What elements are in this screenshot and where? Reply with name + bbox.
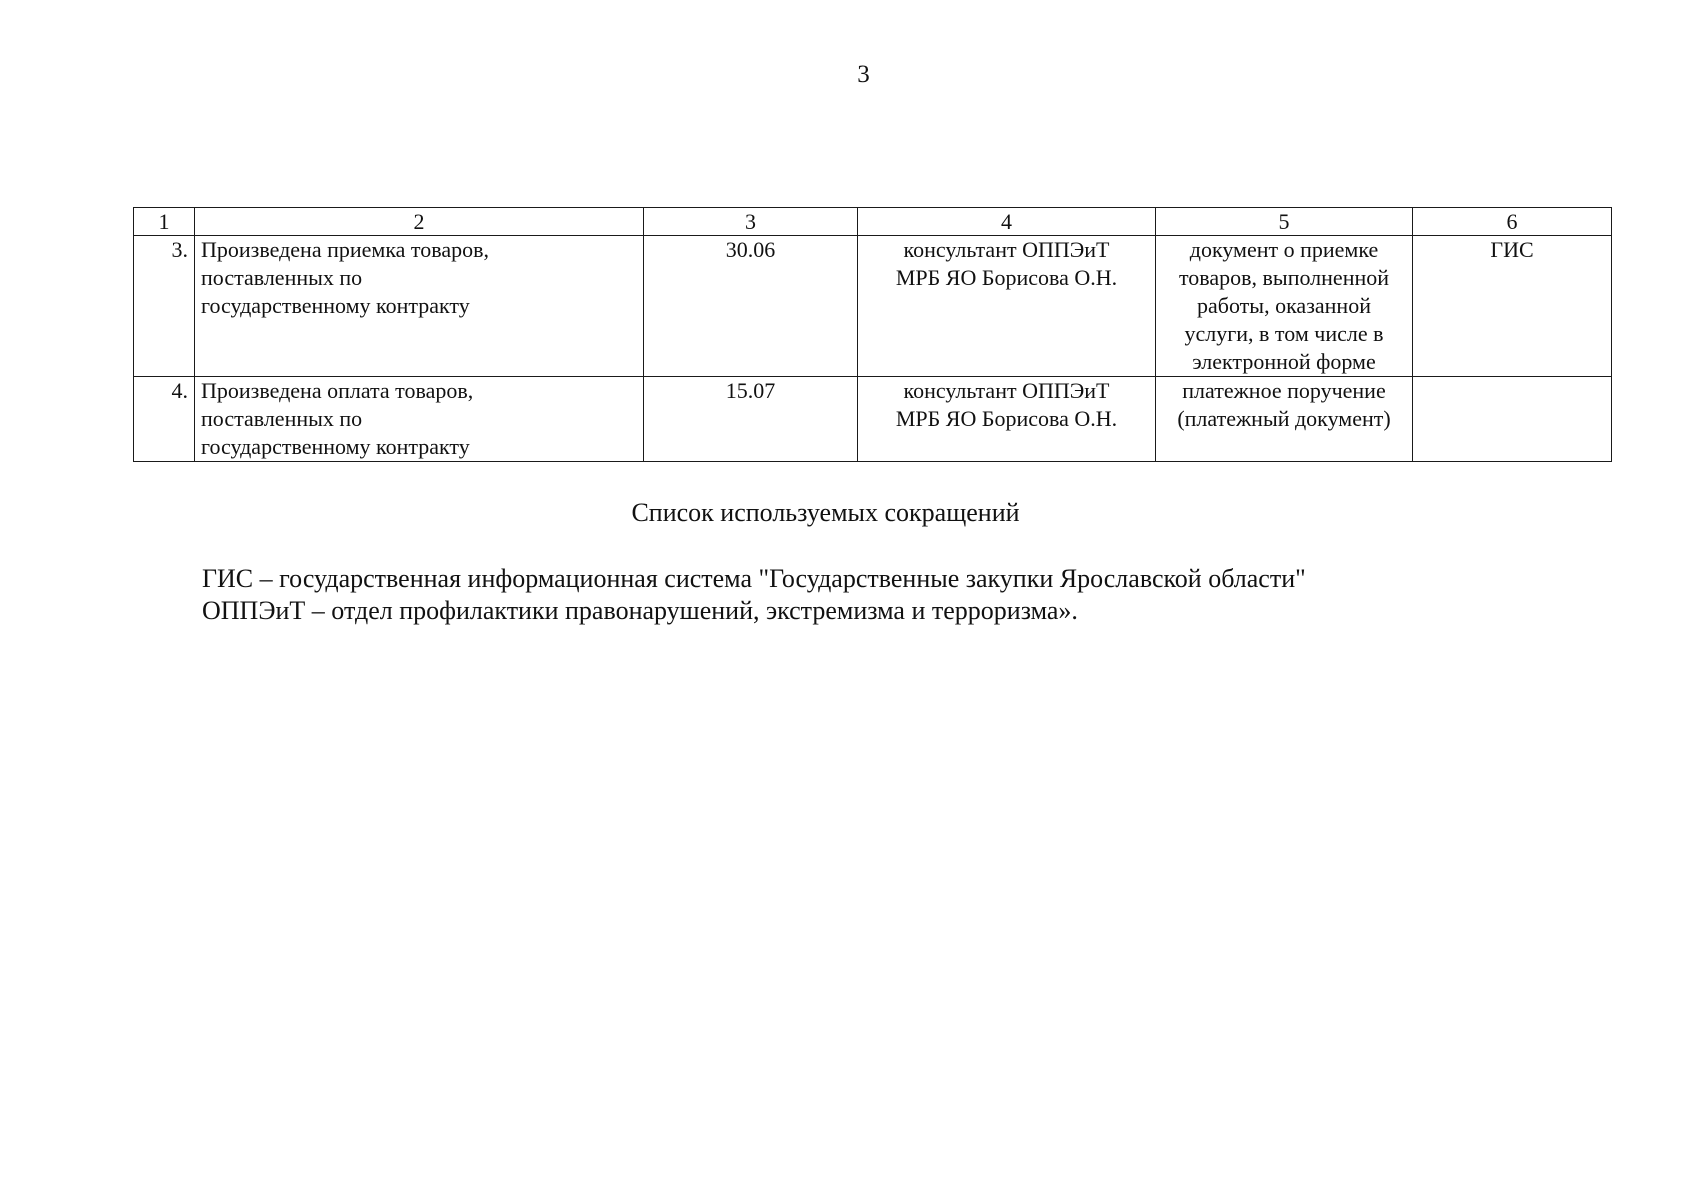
table-row <box>134 236 1612 377</box>
abbreviations-title: Список используемых сокращений <box>631 498 1020 527</box>
event-line: государственному контракту <box>201 434 470 459</box>
document-line: работы, оказанной <box>1197 293 1371 318</box>
row-number: 4. <box>134 377 195 462</box>
event-description <box>195 236 644 377</box>
column-header: 5 <box>1156 208 1413 236</box>
event-date: 30.06 <box>644 236 858 377</box>
document-line: документ о приемке <box>1189 237 1379 262</box>
column-header: 4 <box>858 208 1156 236</box>
event-line: Произведена приемка товаров, <box>201 237 490 262</box>
information-system <box>1413 377 1612 462</box>
document-line: платежное поручение <box>1182 378 1386 403</box>
table-row <box>134 377 1612 462</box>
column-header: 6 <box>1413 208 1612 236</box>
abbreviation-item: ОППЭиТ – отдел профилактики правонарушений, экстремизма и терроризма». <box>202 596 1078 625</box>
column-header: 1 <box>134 208 195 236</box>
abbreviation-item: ГИС – государственная информационная система "Государственные закупки Ярославской области" <box>202 564 1306 593</box>
event-description <box>195 377 644 462</box>
row-number: 3. <box>134 236 195 377</box>
event-line: Произведена оплата товаров, <box>201 378 474 403</box>
column-header: 2 <box>195 208 644 236</box>
table-header-row <box>134 208 1612 236</box>
responsible-line: МРБ ЯО Борисова О.Н. <box>895 265 1118 290</box>
event-date: 15.07 <box>644 377 858 462</box>
confirming-document <box>1156 377 1413 462</box>
event-line: государственному контракту <box>201 293 470 318</box>
information-system: ГИС <box>1413 236 1612 377</box>
abbreviations-list <box>202 563 1306 627</box>
page-number: 3 <box>857 61 870 88</box>
responsible-line: консультант ОППЭиТ <box>903 237 1110 262</box>
document-line: услуги, в том числе в <box>1184 321 1384 346</box>
events-table <box>133 207 1612 462</box>
column-header: 3 <box>644 208 858 236</box>
document-line: электронной форме <box>1192 349 1376 374</box>
responsible-person <box>858 236 1156 377</box>
confirming-document <box>1156 236 1413 377</box>
event-line: поставленных по <box>201 406 363 431</box>
responsible-line: МРБ ЯО Борисова О.Н. <box>895 406 1118 431</box>
responsible-line: консультант ОППЭиТ <box>903 378 1110 403</box>
responsible-person <box>858 377 1156 462</box>
document-line: (платежный документ) <box>1177 406 1391 431</box>
event-line: поставленных по <box>201 265 363 290</box>
document-line: товаров, выполненной <box>1178 265 1390 290</box>
